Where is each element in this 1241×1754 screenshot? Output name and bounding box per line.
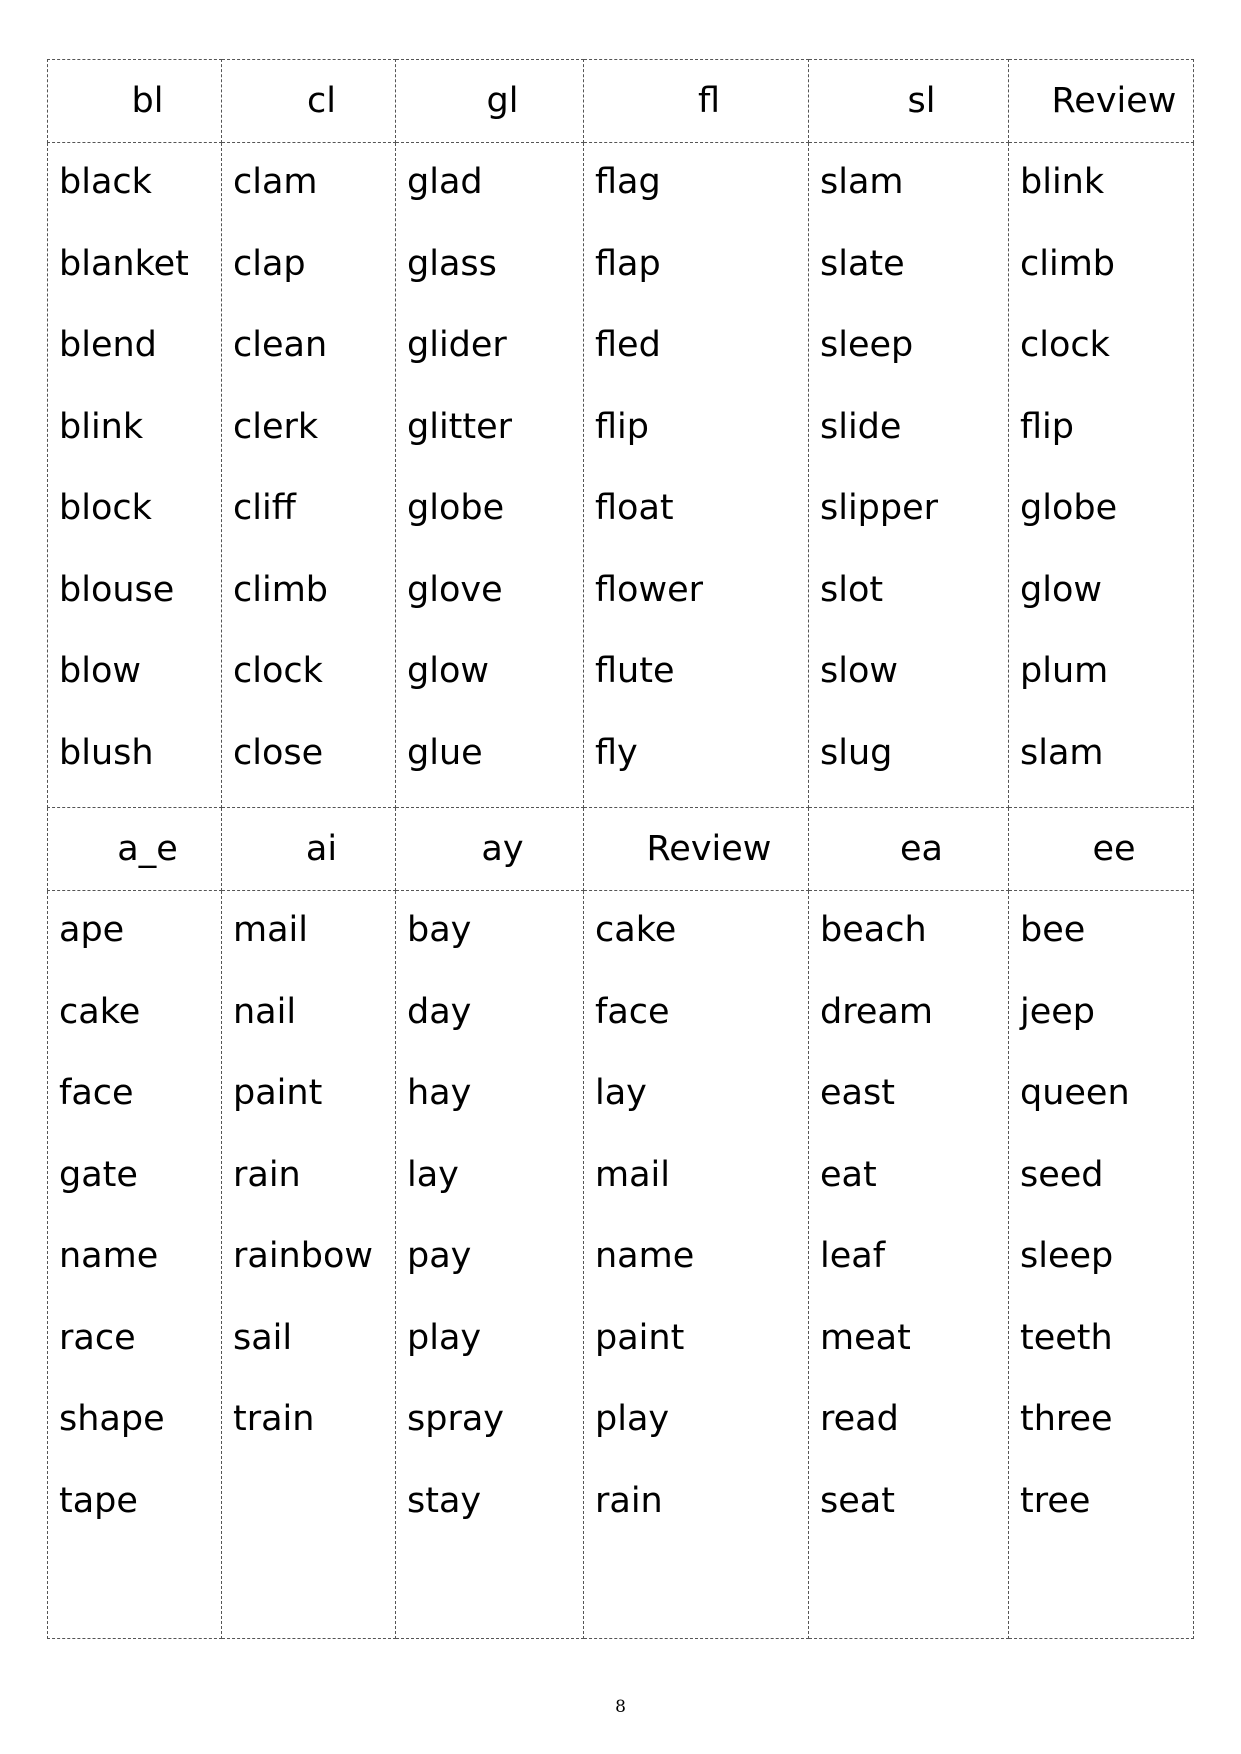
word: race [59,1317,136,1358]
word-list-table [47,59,1194,1639]
word: cake [59,991,141,1032]
word: blouse [59,569,175,610]
word: name [595,1236,695,1276]
word: slug [820,732,893,773]
word: clock [1020,325,1110,365]
word: cliff [233,488,296,528]
word: three [1020,1399,1113,1439]
word: seed [1020,1154,1104,1195]
word: rainbow [233,1236,373,1276]
word: train [233,1399,315,1439]
word: bee [1020,910,1086,950]
word: slow [820,651,898,691]
word-column [584,891,809,1639]
word: climb [1020,243,1116,284]
word: teeth [1020,1317,1113,1358]
word: globe [1020,488,1118,528]
column-header: a_e [48,808,222,891]
word: queen [1020,1073,1130,1113]
header-row-2 [48,808,1194,891]
word: day [407,991,472,1032]
word: leaf [820,1236,886,1276]
word: block [59,488,152,528]
word: name [59,1236,159,1276]
word: stay [407,1480,482,1521]
word: seat [820,1480,895,1521]
word: slipper [820,488,939,528]
word: east [820,1073,895,1113]
word: glue [407,732,483,773]
word: paint [233,1073,323,1113]
word: mail [233,910,308,950]
word: sleep [820,325,914,365]
word: flower [595,569,704,610]
word: meat [820,1317,911,1358]
word-column [584,143,809,808]
word-column [222,891,396,1639]
word-column [222,143,396,808]
word: read [820,1399,899,1439]
column-header: fl [584,60,809,143]
word: ape [59,910,125,950]
word: blush [59,732,154,773]
word: sail [233,1317,293,1358]
word-column [48,891,222,1639]
word: glow [407,651,489,691]
word: play [407,1317,482,1358]
word: blink [1020,162,1105,202]
word: rain [233,1154,301,1195]
word: bay [407,910,472,950]
word: sleep [1020,1236,1114,1276]
column-header: ay [396,808,584,891]
column-header: ai [222,808,396,891]
header-row-1 [48,60,1194,143]
word: rain [595,1480,663,1521]
word: lay [595,1073,647,1113]
column-header: sl [809,60,1009,143]
word: fly [595,732,638,773]
word: blow [59,651,141,691]
word: shape [59,1399,165,1439]
word-column [1009,891,1194,1639]
column-header: cl [222,60,396,143]
word: tree [1020,1480,1091,1521]
word: close [233,732,324,773]
word: flip [595,406,649,447]
word: slate [820,243,905,284]
word: glove [407,569,503,610]
word: flap [595,243,661,284]
column-header: bl [48,60,222,143]
word: slam [1020,732,1104,773]
word: spray [407,1399,505,1439]
word: nail [233,991,297,1032]
word: tape [59,1480,138,1521]
page-number: 8 [615,1697,626,1717]
word: slide [820,406,902,447]
word: flag [595,162,661,202]
word: glad [407,162,483,202]
word: globe [407,488,505,528]
word: climb [233,569,329,610]
word: fled [595,325,661,365]
word-column [1009,143,1194,808]
word: slot [820,569,884,610]
word-column [48,143,222,808]
word: eat [820,1154,877,1195]
word: blink [59,406,144,447]
word: mail [595,1154,670,1195]
word: glass [407,243,497,284]
column-header: Review [1009,60,1194,143]
word: lay [407,1154,459,1195]
word: flute [595,651,675,691]
word: clerk [233,406,319,447]
column-header: Review [584,808,809,891]
word: beach [820,910,927,950]
word: pay [407,1236,472,1276]
word: glitter [407,406,513,447]
word: clean [233,325,328,365]
column-header: gl [396,60,584,143]
word: hay [407,1073,472,1113]
word: slam [820,162,904,202]
word: plum [1020,651,1109,691]
word: paint [595,1317,685,1358]
word: black [59,162,152,202]
word: float [595,488,674,528]
word: clam [233,162,318,202]
word-row-2 [48,891,1194,1639]
word: dream [820,991,933,1032]
word: face [59,1073,134,1113]
word-column [396,143,584,808]
word-column [809,891,1009,1639]
word-column [396,891,584,1639]
word: blend [59,325,157,365]
word: clap [233,243,306,284]
column-header: ee [1009,808,1194,891]
word: face [595,991,670,1032]
column-header: ea [809,808,1009,891]
word: cake [595,910,677,950]
word: blanket [59,243,189,284]
word: glow [1020,569,1102,610]
word: play [595,1399,670,1439]
word: gate [59,1154,138,1195]
word-column [809,143,1009,808]
word: glider [407,325,507,365]
word: flip [1020,406,1074,447]
word: jeep [1020,991,1096,1032]
word-row-1 [48,143,1194,808]
word: clock [233,651,323,691]
